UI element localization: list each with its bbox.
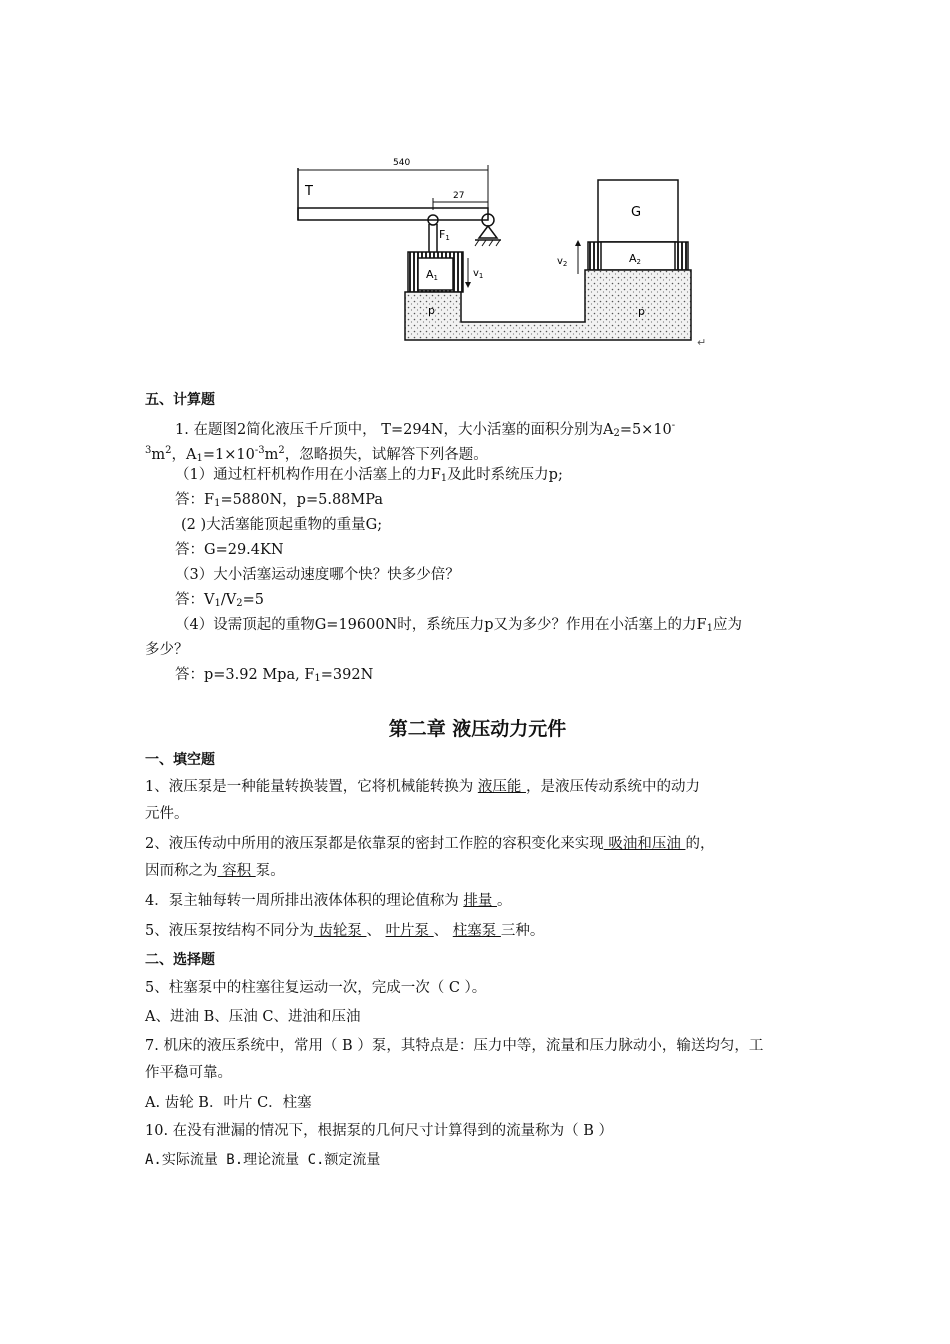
section-heading-calculation: 五、计算题 (145, 392, 215, 408)
part-3-question: （3）大小活塞运动速度哪个快？快多少倍？ (175, 567, 460, 583)
fill-question-4: 4．泵主轴每转一周所排出液体体积的理论值称为 排量 。 (145, 893, 512, 909)
fill-question-2-line-1: 2、液压传动中所用的液压泵都是依靠泵的密封工作腔的容积变化来实现 吸油和压油 的， (145, 836, 715, 852)
lever-bar (298, 208, 488, 220)
part-2-answer: 答：G=29.4KN (175, 542, 284, 558)
part-4-answer: 答：p=3.92 Mpa, $F_1=392N$ (175, 667, 374, 684)
svg-text:A1: A1 (426, 268, 438, 282)
question-1-line-1: 1. 在题图2简化液压千斤顶中， T=294N，大小活塞的面积分别为$A_2=5\times 10^-$ (175, 420, 676, 439)
svg-text:v1: $v_1$ (473, 268, 484, 280)
svg-text:A2: A2 (629, 252, 641, 266)
weight-g-label: G (631, 205, 642, 220)
fill-answer-5c: 柱塞泵 (452, 923, 501, 939)
section-heading-fill-in: 一、填空题 (145, 752, 215, 768)
force-t-label: T (305, 184, 313, 199)
pivot-support (479, 226, 497, 238)
hydraulic-jack-figure (293, 150, 713, 350)
area-a2-label: A (629, 252, 637, 265)
choice-question-7-line-1: 7. 机床的液压系统中，常用（ B ）泵，其特点是：压力中等，流量和压力脉动小，输送均匀，工 (145, 1038, 764, 1054)
choice-question-10-options: A.实际流量 B.理论流量 C.额定流量 (145, 1152, 381, 1168)
fill-answer-4: 排量 (463, 893, 497, 909)
choice-question-5: 5、柱塞泵中的柱塞往复运动一次，完成一次（ C ）。 (145, 980, 487, 996)
choice-question-7-options: A. 齿轮 B．叶片 C．柱塞 (145, 1095, 312, 1111)
fill-question-5: 5、液压泵按结构不同分为 齿轮泵 、 叶片泵 、 柱塞泵 三种。 (145, 923, 545, 939)
choice-question-10: 10. 在没有泄漏的情况下，根据泵的几何尺寸计算得到的流量称为（ B ） (145, 1123, 614, 1139)
fill-question-2-line-2: 因而称之为 容积 泵。 (145, 863, 285, 879)
fill-answer-1: 液压能 (477, 779, 526, 795)
velocity-v1-label: v (473, 268, 479, 279)
part-2-question: (2 )大活塞能顶起重物的重量G; (181, 517, 383, 533)
chapter-title: 第二章 液压动力元件 (388, 718, 567, 740)
force-f1-label: F (439, 228, 446, 241)
section-heading-choice: 二、选择题 (145, 952, 215, 968)
area-a1-label: A (426, 268, 434, 281)
velocity-v2-label: v (557, 256, 563, 267)
pressure-p-right-label: p (638, 305, 645, 318)
fill-answer-5b: 叶片泵 (385, 923, 434, 939)
fill-answer-2: 吸油和压油 (603, 836, 686, 852)
svg-text:F1: F1 (439, 228, 450, 242)
part-4-question-line-1: （4）设需顶起的重物G=19600N时，系统压力p又为多少？作用在小活塞上的力$F_1$应为 (175, 617, 742, 634)
fill-answer-2b: 容积 (217, 863, 256, 879)
svg-text:v2: $v_2$ (557, 256, 568, 268)
question-1-line-2: $^3m^2$，$A_1=1\times 10^{-3}m^2$，忽略损失，试解答下列各题。 (145, 445, 488, 464)
pressure-p-left-label: p (428, 304, 435, 317)
fill-answer-5a: 齿轮泵 (313, 923, 367, 939)
dimension-27-label: 27 (453, 191, 465, 201)
dimension-540-label: 540 (393, 158, 411, 168)
choice-question-5-options: A、进油 B、压油 C、进油和压油 (145, 1009, 361, 1025)
part-3-answer: 答：$V_1/V_2=5$ (175, 592, 264, 609)
part-1-answer: 答：$F_1=5880N$，p=5.88MPa (175, 492, 383, 509)
paragraph-mark-icon: ↵ (697, 336, 707, 349)
hydraulic-jack-diagram (293, 150, 713, 350)
fill-question-1-line-2: 元件。 (145, 806, 189, 822)
part-4-question-line-2: 多少？ (145, 642, 189, 658)
fill-question-1-line-1: 1、液压泵是一种能量转换装置，它将机械能转换为 液压能 ，是液压传动系统中的动力 (145, 779, 700, 795)
choice-question-7-line-2: 作平稳可靠。 (145, 1065, 232, 1081)
part-1-question: （1）通过杠杆机构作用在小活塞上的力$F_1$及此时系统压力p; (175, 467, 563, 484)
